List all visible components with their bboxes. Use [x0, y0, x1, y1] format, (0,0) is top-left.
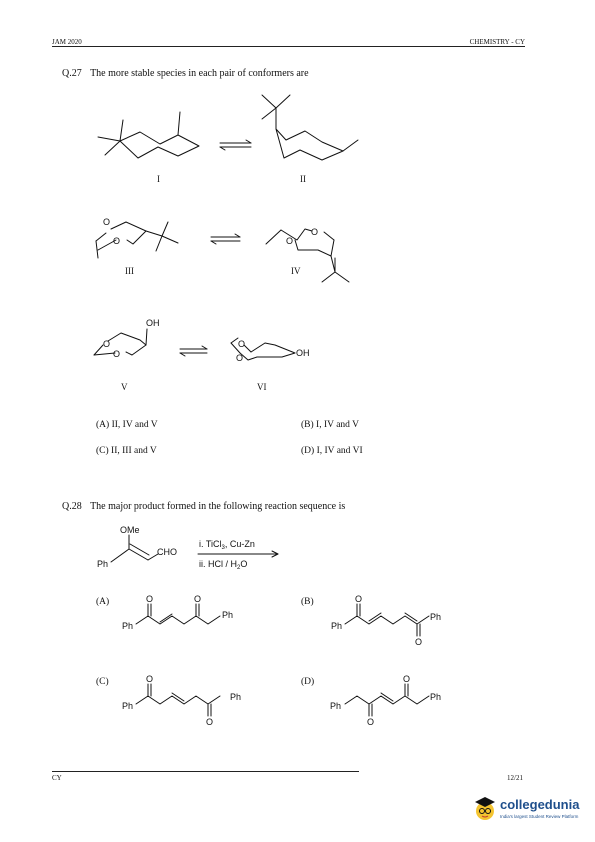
- group-Ph: Ph: [430, 692, 442, 702]
- logo-tagline: India's largest Student Review Platform: [500, 814, 579, 819]
- option-D-label: (D): [301, 677, 315, 687]
- footer-paper-code: CY: [52, 774, 62, 782]
- group-OH: OH: [296, 348, 310, 358]
- group-Ph: Ph: [430, 612, 442, 622]
- option-A: (A) II, IV and V: [96, 420, 158, 430]
- atom-O: O: [146, 674, 154, 684]
- atom-O: O: [238, 339, 246, 349]
- group-Ph: Ph: [331, 621, 343, 631]
- product-D: [345, 684, 429, 716]
- atom-O: O: [311, 227, 319, 237]
- option-C-label: (C): [96, 677, 109, 687]
- collegedunia-logo: [472, 793, 582, 829]
- label-III: III: [125, 266, 134, 276]
- structure-IV: [266, 229, 349, 282]
- product-B: [345, 604, 429, 636]
- product-A: [136, 604, 220, 624]
- reagent-step-2: ii. HCl / $H_2O$: [199, 559, 248, 571]
- label-V: V: [121, 382, 128, 392]
- group-OMe: OMe: [120, 525, 140, 535]
- atom-O: O: [236, 353, 244, 363]
- reagent-step-1: i. TiCl$_3$, Cu-Zn: [199, 539, 255, 551]
- option-B-label: (B): [301, 597, 314, 607]
- question-text: The major product formed in the following reaction sequence is: [90, 501, 346, 512]
- atom-O: O: [194, 594, 202, 604]
- atom-O: O: [113, 236, 121, 246]
- atom-O: O: [403, 674, 411, 684]
- reactant: [111, 535, 158, 562]
- atom-O: O: [206, 717, 214, 727]
- header-exam: JAM 2020: [52, 38, 82, 46]
- group-Ph: Ph: [330, 701, 342, 711]
- question-text: The more stable species in each pair of conformers are: [90, 68, 309, 79]
- question-number: Q.28: [62, 501, 82, 512]
- group-Ph: Ph: [122, 701, 134, 711]
- label-II: II: [300, 174, 306, 184]
- label-IV: IV: [291, 266, 301, 276]
- logo-wordmark: collegedunia: [500, 797, 580, 812]
- atom-O: O: [146, 594, 154, 604]
- group-Ph: Ph: [222, 610, 234, 620]
- label-VI: VI: [257, 382, 267, 392]
- option-A-label: (A): [96, 597, 110, 607]
- group-OH: OH: [146, 318, 160, 328]
- group-Ph: Ph: [122, 621, 134, 631]
- group-Ph: Ph: [97, 559, 109, 569]
- graduate-icon: [474, 795, 496, 823]
- product-C: [136, 684, 220, 716]
- structure-II: [262, 95, 358, 160]
- atom-O: O: [103, 339, 111, 349]
- footer-rule: [52, 771, 359, 772]
- group-Ph: Ph: [230, 692, 242, 702]
- atom-O: O: [367, 717, 375, 727]
- group-CHO: CHO: [157, 547, 177, 557]
- label-I: I: [157, 174, 160, 184]
- structure-III: [96, 222, 178, 258]
- atom-O: O: [113, 349, 121, 359]
- option-C: (C) II, III and V: [96, 446, 157, 456]
- atom-O: O: [103, 217, 111, 227]
- atom-O: O: [286, 236, 294, 246]
- structure-I: [98, 112, 199, 158]
- header-subject: CHEMISTRY - CY: [469, 38, 525, 46]
- structure-V: [94, 329, 147, 355]
- option-B: (B) I, IV and V: [301, 420, 359, 430]
- page-number: 12/21: [507, 774, 523, 782]
- question-number: Q.27: [62, 68, 82, 79]
- atom-O: O: [415, 637, 423, 647]
- atom-O: O: [355, 594, 363, 604]
- option-D: (D) I, IV and VI: [301, 446, 363, 456]
- question-28: [62, 501, 345, 512]
